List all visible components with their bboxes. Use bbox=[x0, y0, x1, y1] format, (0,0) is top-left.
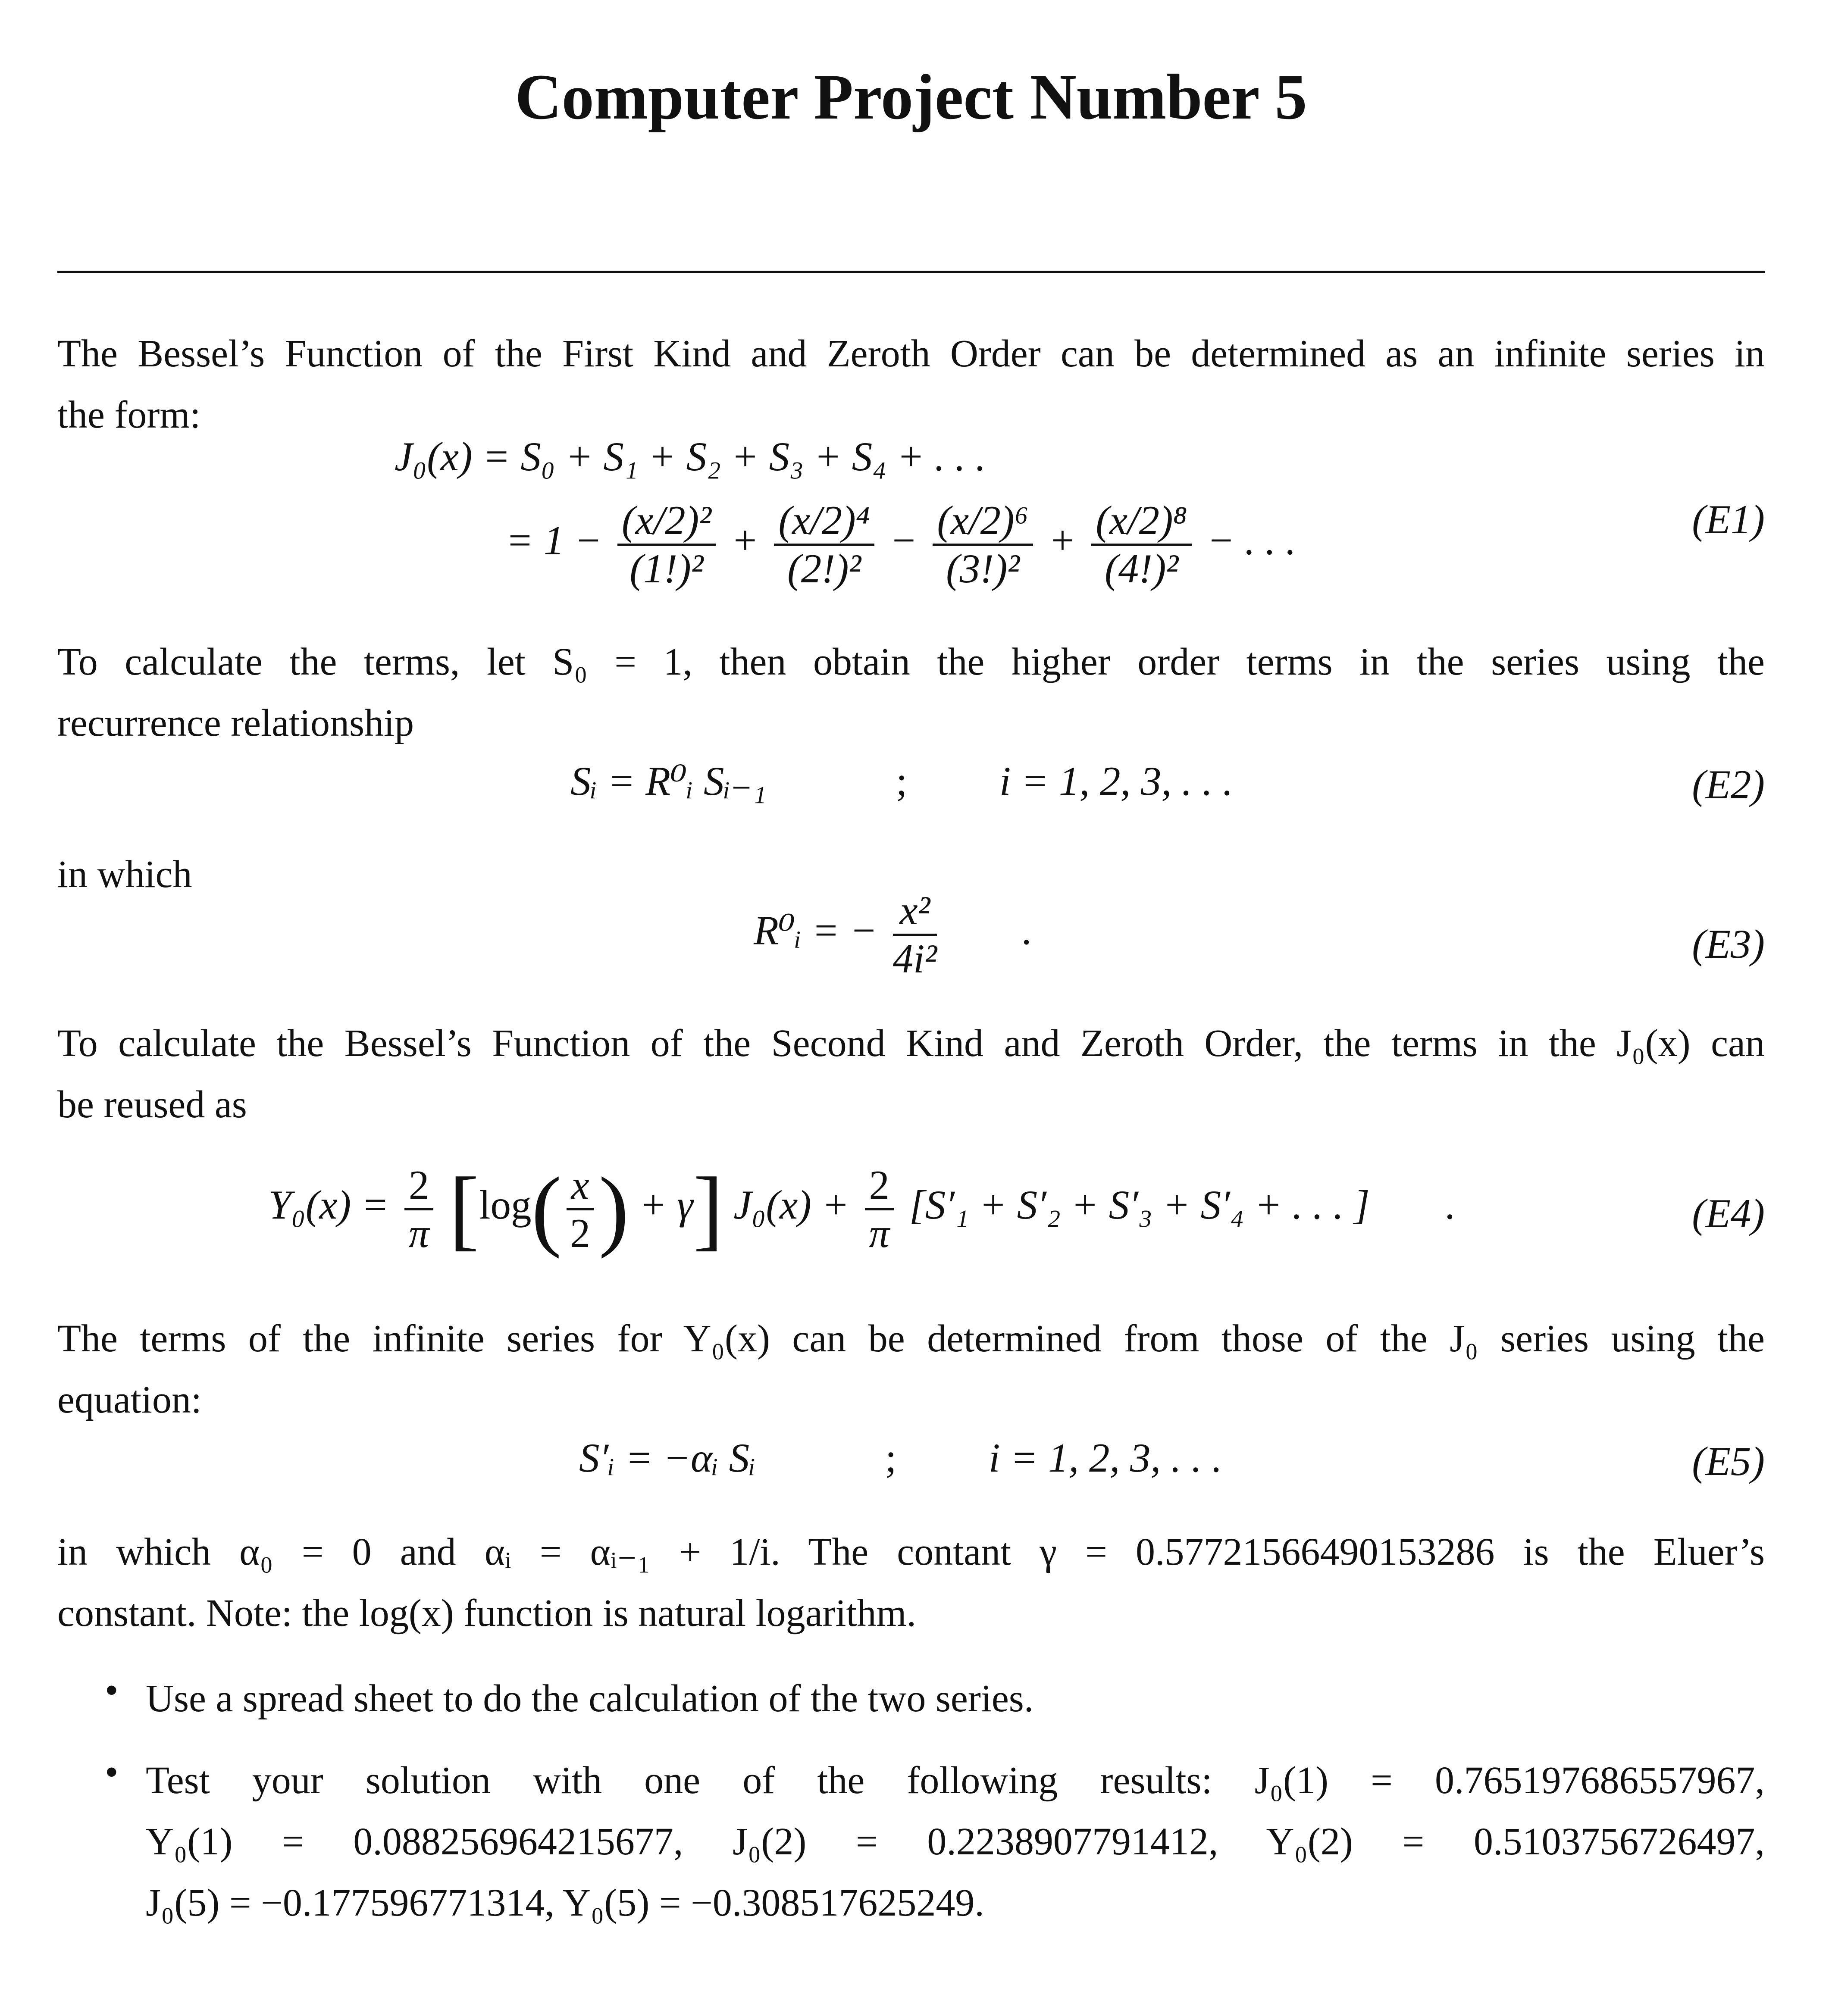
e1-term-2: $\frac{\text{(x/2)⁴}}{\text{(2!)²}}$ bbox=[774, 500, 874, 589]
e4-fraction-1: $\frac{2}{\pi}$ bbox=[404, 1165, 434, 1254]
equation-e3 bbox=[754, 890, 1032, 979]
e3-period: . bbox=[1021, 907, 1032, 953]
equation-e5-lhs: S′ᵢ = −αᵢ Sᵢ bbox=[579, 1435, 756, 1481]
b2-line-1: Test your solution with one of the following results: J₀(1) = 0.765197686557967, bbox=[146, 1759, 1765, 1802]
intro-paragraph bbox=[57, 323, 1765, 446]
e4-right-bracket: ] bbox=[693, 1159, 723, 1259]
e4-right-paren: ) bbox=[598, 1159, 629, 1259]
e4-lhs: Y₀(x) = bbox=[269, 1181, 389, 1228]
bullet-item-1: Use a spread sheet to do the calculation of the two series. bbox=[146, 1677, 1034, 1720]
recurrence-paragraph bbox=[57, 631, 1765, 754]
equation-label-e4: (E4) bbox=[1692, 1191, 1765, 1236]
e4-fraction-3: $\frac{2}{\pi}$ bbox=[865, 1165, 894, 1254]
e1-op-2: − bbox=[889, 517, 918, 563]
p6-line-2: constant. Note: the log(x) function is natural logarithm. bbox=[57, 1592, 917, 1635]
e1-term-3: $\frac{\text{(x/2)⁶}}{\text{(3!)²}}$ bbox=[933, 500, 1033, 589]
equation-e5-rhs: i = 1, 2, 3, . . . bbox=[989, 1435, 1222, 1481]
equation-label-e2: (E2) bbox=[1692, 762, 1765, 807]
e1-lead: = 1 − bbox=[506, 517, 602, 563]
horizontal-rule bbox=[57, 271, 1765, 273]
p5-line-1: The terms of the infinite series for Y₀(x) can be determined from those of the J₀ series using the bbox=[57, 1317, 1765, 1360]
e4-log: log bbox=[479, 1181, 532, 1228]
e1-op-1: + bbox=[731, 517, 759, 563]
equation-e4 bbox=[269, 1159, 1455, 1259]
p2-line-1: To calculate the terms, let S₀ = 1, then obtain the higher order terms in the series using the bbox=[57, 641, 1765, 683]
bullet-marker-2: • bbox=[105, 1751, 119, 1794]
p4-line-1: To calculate the Bessel’s Function of the Second Kind and Zeroth Order, the terms in the J₀(x) can bbox=[57, 1022, 1765, 1065]
e4-left-bracket: [ bbox=[449, 1159, 479, 1259]
intro-line-2: the form: bbox=[57, 394, 201, 436]
bullet-marker-1: • bbox=[105, 1669, 119, 1712]
e3-fraction: $\frac{\text{x²}}{\text{4i²}}$ bbox=[893, 888, 937, 981]
p4-line-2: be reused as bbox=[57, 1083, 247, 1126]
p2-line-2: recurrence relationship bbox=[57, 702, 414, 744]
equation-e1-row2 bbox=[506, 497, 1296, 591]
e4-fraction-2: $\frac{x}{2}$ bbox=[567, 1165, 593, 1254]
intro-line-1: The Bessel’s Function of the First Kind and Zeroth Order can be determined as an infinite series in bbox=[57, 332, 1765, 375]
equation-label-e5: (E5) bbox=[1692, 1438, 1765, 1484]
equation-e2-lhs: Sᵢ = R⁰ᵢ Sᵢ₋₁ bbox=[570, 758, 767, 804]
equation-label-e3: (E3) bbox=[1692, 921, 1765, 967]
p5-line-2: equation: bbox=[57, 1378, 202, 1421]
e4-gamma: + γ bbox=[639, 1181, 693, 1228]
e1-term-4: $\frac{\text{(x/2)⁸}}{\text{(4!)²}}$ bbox=[1091, 500, 1191, 589]
e1-op-4: − . . . bbox=[1207, 517, 1296, 563]
e3-lhs: R⁰ᵢ = − bbox=[754, 907, 877, 953]
p6-line-1: in which α₀ = 0 and αᵢ = αᵢ₋₁ + 1/i. The contant γ = 0.57721566490153286 is the Eluer’s bbox=[57, 1531, 1765, 1573]
bullet-item-2 bbox=[146, 1750, 1765, 1934]
e4-period: . bbox=[1444, 1181, 1455, 1228]
b2-line-2: Y₀(1) = 0.088256964215677, J₀(2) = 0.2238907791412, Y₀(2) = 0.5103756726497, bbox=[146, 1820, 1765, 1863]
equation-e1-row1: J₀(x) = S₀ + S₁ + S₂ + S₃ + S₄ + . . . bbox=[395, 434, 986, 479]
e4-left-paren: ( bbox=[531, 1159, 562, 1259]
document-page bbox=[57, 0, 1765, 2016]
equation-label-e1: (E1) bbox=[1692, 497, 1765, 542]
second-kind-paragraph bbox=[57, 1013, 1765, 1135]
e1-term-1: $\frac{\text{(x/2)²}}{\text{(1!)²}}$ bbox=[617, 500, 716, 589]
y0-terms-paragraph bbox=[57, 1308, 1765, 1431]
equation-e5-separator: ; bbox=[885, 1435, 897, 1481]
equation-e2-separator: ; bbox=[896, 758, 908, 804]
page-title: Computer Project Number 5 bbox=[515, 61, 1307, 133]
e4-mid: J₀(x) + bbox=[733, 1181, 849, 1228]
equation-e2-rhs: i = 1, 2, 3, . . . bbox=[999, 758, 1233, 804]
in-which-text: in which bbox=[57, 853, 192, 896]
e1-op-3: + bbox=[1048, 517, 1076, 563]
alpha-paragraph bbox=[57, 1522, 1765, 1644]
b2-line-3: J₀(5) = −0.177596771314, Y₀(5) = −0.308517625249. bbox=[146, 1882, 984, 1924]
e4-tail: [S′₁ + S′₂ + S′₃ + S′₄ + . . . ] bbox=[909, 1181, 1370, 1228]
